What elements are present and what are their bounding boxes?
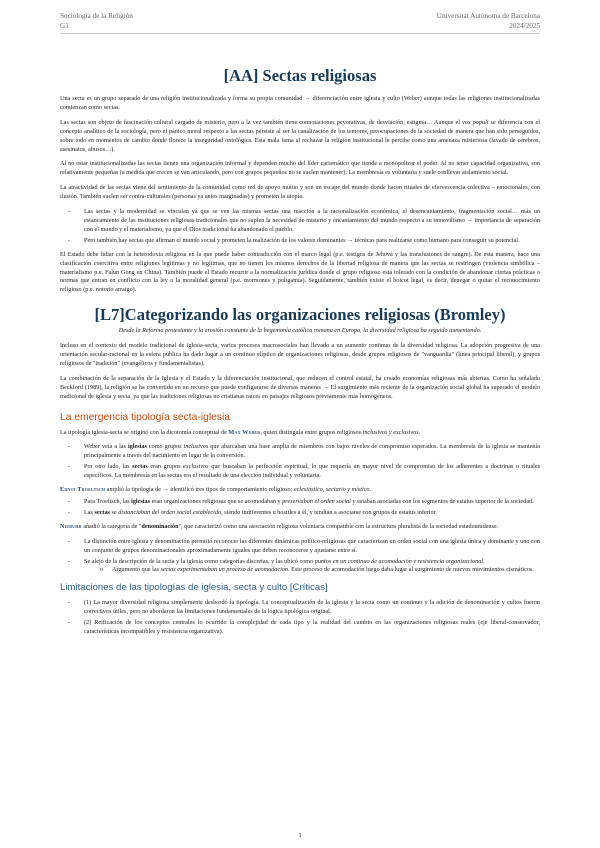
section-title-bromley: [L7]Categorizando las organizaciones religiosas (Bromley)	[94, 305, 506, 325]
paragraph: Las sectas son objeto de fascinación cultural cargado de misterio, pero a la vez también tiene connotaciones peyorativas, de desviación, estigma… Aunque el vox populi se diferencia con el concepto analítico de la sociología, pero el pánico moral respecto a las sectas persiste al ser la canalización de los temores, preocupaciones de la sociedad de manera que han sido perseguidos, sobre todo en momentos de cambio donde florece la inseguridad ontológica. Esta mala fama al rechazar la religión institucional le percibe como una amenaza misteriosa (lavado de cerebros, asesinatos, abusos…).	[60, 118, 540, 153]
sub-bullet-list	[84, 566, 540, 575]
bullet-list	[60, 538, 540, 576]
list-item: - Las sectas y la modernidad se vinculan ya que se ven las mismas sectas una reacción a la racionalización económica, el desencantamiento, fragmentación social… más un estancamiento de las instituciones religiosas tradicionales que no suplen la necesidad de misterio y encantamiento del mundo respecto a su inmovilismo → importancia de separación con el mundo y el materialismo, ya que el Dios tradicional ha abandonado el pueblo.	[84, 208, 540, 235]
list-item: - La distinción entre iglesia y denominación permitió reconocer las diferentes dinámicas político-religiosas que caracterizan un orden social con una iglesia única y dominante y uno con un conjunto de grupos denominacionales aproximadamente iguales que deben reconocerse y ajustarse entre sí.	[84, 538, 540, 556]
list-item: - Las sectas se distanciaban del orden social establecido, siendo indiferentes u hostiles a él, y tendían a asociarse con grupos de estatus inferior.	[84, 509, 540, 518]
paragraph: El Estado debe lidiar con la heterodoxia religiosa en la que puede haber contradicción con el marco legal (p.e. testigos de Jehová y las transfusiones de sangre). De esta manera, hace una clasificación coercitiva entre religiones legítimas y no legítimas, que no tienen los mismos derechos de la libertad religiosa de manera que las sectas se restringen (violencia simbólica – materialismo p.e. Falun Gong en China). También puede el Estado recurrir a la normalización jurídica donde el grupo religioso está tolerado con la condición de abandonar ciertas prácticas o normas que entran en conflicto con la ley o la moralidad general (p.e. mormones y poligamia). Seguidamente, también existe el boicot legal, es decir, denegar o quitar el reconocimiento religioso (p.e. notorio arraigo).	[60, 250, 540, 294]
paragraph: Incluso en el contexto del modelo tradicional de iglesia-secta, varios procesos macrosociales han llevado a un aumento continuo de la diversidad religiosa. La adopción progresiva de una orientación secular-racional en la esfera pública ha dado lugar a un continuo elíptico de organizaciones religiosas, desde grupos religiosos de "vanguardia" (línea principal liberal), y grupos religiosos de "tradición" (evangélicos y fundamentalistas).	[60, 342, 540, 367]
bullet-list	[60, 443, 540, 481]
header-left	[60, 12, 133, 31]
list-item: - (2) Reificación de los conceptos centrales lo ocurrido la complejidad de cada tipo y la realidad del cambio en las organizaciones religiosas reales (eje liberal-conservador, características incompatibles y resistencia organizativa).	[84, 619, 540, 637]
list-item: - Pero también hay sectas que afirman el mundo social y prometen la realización de los valores dominantes → técnicas para realizarse como humano para conseguir su potencial.	[84, 237, 540, 246]
university-name: Universitat Autònoma de Barcelona	[436, 12, 540, 20]
paragraph: La tipología iglesia-secta se originó con la dicotomía conceptual de Max Weber, quien distinguía entre grupos religiosos inclusivos y exclusivos.	[60, 428, 421, 436]
list-item: - Para Troeltsch, las iglesias eran organizaciones religiosas que se acomodaban y preservaban el orden social y estaban asociadas con los segmentos de estatus superior de la sociedad.	[84, 498, 540, 507]
course-name: Sociología de la Religión	[60, 12, 133, 20]
section-title-sectas: [AA] Sectas religiosas	[223, 66, 377, 85]
bullet-list	[60, 208, 540, 246]
paragraph: Una secta es un grupo separado de una religión institucionalizada y forma su propia comunidad → diferenciación entre iglesia y culto (Weber) aunque todas las religiones institucionalizadas comienzan como sectas.	[60, 95, 540, 111]
author-name: Ernst Troeltsch	[60, 486, 106, 494]
header-divider	[60, 33, 540, 34]
paragraph: Niebuhr añadió la categoría de "denominación", que caracterizó como una asociación religiosa voluntaria compatible con la estructura pluralista de la sociedad estadounidense.	[60, 522, 499, 530]
group-label: G1	[60, 21, 69, 30]
list-item: - Weber veía a las iglesias como grupos inclusivos que abarcaban una base amplia de miembros con bajos niveles de compromiso esperados. La membresía de la iglesia se mantenía principalmente a través del nacimiento en lugar de la conversión.	[84, 443, 540, 461]
paragraph: La atractividad de las sectas viene del sentimiento de la comunidad como red de apoyo mutuo y son un escape del mundo donde hacen rituales de efervescencia colectiva – emocionales, con ilusión. También suelen ser contra-culturales (personas ya antes marginadas) y prometen la utopía.	[60, 184, 540, 201]
paragraph: La combinación de la separación de la Iglesia y el Estado y la diferenciación institucional, que reducen el control estatal, ha creado economías religiosas más abiertas. Como ha señalado Beckford (1989), la religión se ha convertido en un recurso que puede configurarse de diversas maneras → El surgimiento más reciente de la organización social global ha superado el modelo tradicional de iglesia y secta, ya que las tradiciones religiosas no cristianas raíces en paisajes religiosos previamente más homogéneos.	[60, 374, 540, 400]
document-body	[60, 62, 540, 642]
author-name: Niebuhr	[60, 522, 82, 530]
list-item: o Argumentó que las sectas experimentaban un proceso de acomodación. Este proceso de acomodación luego daba lugar al surgimiento de nuevos movimientos cismáticos.	[112, 566, 540, 575]
author-name: Max Weber	[228, 428, 261, 436]
page-number: 1	[298, 832, 302, 839]
list-item: - Por otro lado, las sectas eran grupos exclusivos que buscaban la perfección espiritual, lo que requería un mayor nivel de compromiso de los adherentes a doctrinas o rituales específicos. La membresía en las sectas era el resultado de una elección individual y voluntaria.	[84, 463, 540, 481]
academic-year: 2024/2025	[509, 21, 540, 30]
bullet-list	[60, 599, 540, 637]
paragraph: Ernst Troeltsch amplió la tipología de → identificó tres tipos de comportamiento religioso: eclesiástico, sectario y místico.	[60, 486, 372, 494]
bullet-list	[60, 498, 540, 518]
header-right	[437, 12, 540, 31]
heading-typology: La emergencia tipología secta-iglesia	[60, 411, 230, 423]
section-subtitle: Desde la Reforma protestante y la erosión constante de la hegemonía católica romana en Europa, la diversidad religiosa ha seguido aumentando.	[118, 327, 482, 335]
heading-limitations: Limitaciones de las tipologías de iglesia, secta y culto [Críticas]	[60, 582, 328, 594]
list-item: - (1) La mayor diversidad religiosa simplemente desbordó la tipología. La conceptualización de la iglesia y la secta como un continuo y la adición de denominación y cultos fueron correctivos útiles, pero no abordaron las limitaciones fundamentales de la lógica tipológica original.	[84, 599, 540, 617]
list-item: - Se alejó de la descripción de la secta y la iglesia como categorías discretas, y las ubicó como puntos en un continuo de acomodación y resistencia organizacional. o Argumentó que las sectas experimentaban un proceso de acomodación. Este proceso de acomodación luego daba lugar al surgimiento de nuevos movimientos cismáticos.	[84, 558, 540, 576]
paragraph: Al no estar institucionalizadas las sectas tienen una organización informal y dependen mucho del líder carismático que tiende a monopolizar el poder. Al no tener capacidad organizativa, son relativamente pequeñas (a medida que crecen se van articulando, pero con grupos pequeños no se suelen mantener). La membresía es voluntaria y suele conllevar aislamiento social.	[60, 160, 540, 177]
